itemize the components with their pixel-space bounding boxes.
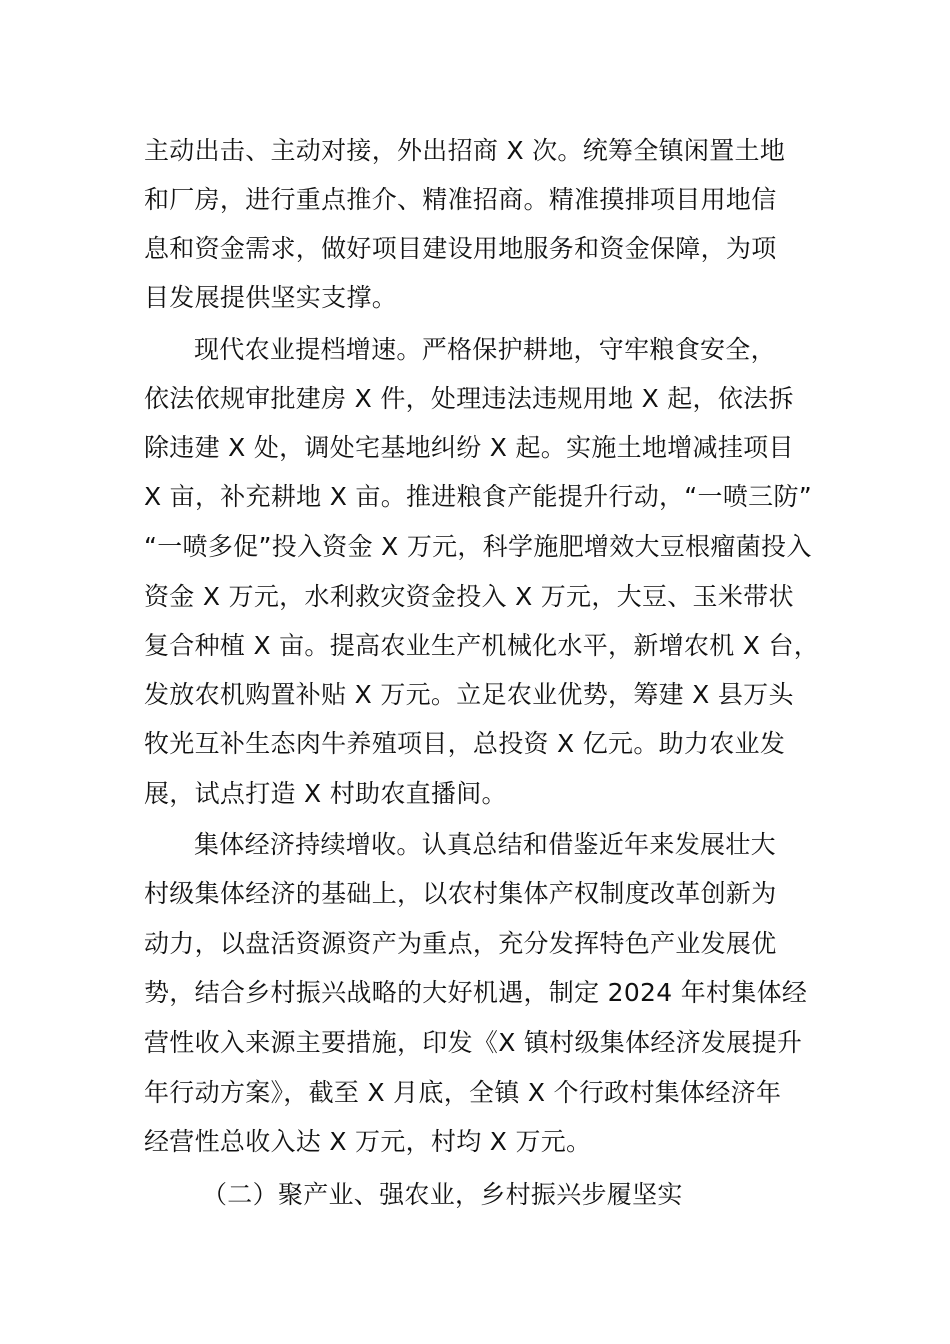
paragraph-3-line-5: 营性收入来源主要措施，印发《X 镇村级集体经济发展提升	[144, 1028, 803, 1057]
paragraph-2-line-9: 牧光互补生态肉牛养殖项目，总投资 X 亿元。助力农业发	[144, 729, 786, 758]
paragraph-2-line-1: 现代农业提档增速。严格保护耕地，守牢粮食安全，	[194, 335, 776, 364]
paragraph-3-line-6: 年行动方案》，截至 X 月底，全镇 X 个行政村集体经济年	[144, 1078, 782, 1107]
paragraph-2-line-2: 依法依规审批建房 X 件，处理违法违规用地 X 起，依法拆	[144, 384, 794, 413]
section-heading: （二）聚产业、强农业，乡村振兴步履坚实	[202, 1180, 683, 1209]
paragraph-2-line-10: 展，试点打造 X 村助农直播间。	[144, 779, 507, 808]
paragraph-3-line-7: 经营性总收入达 X 万元，村均 X 万元。	[144, 1127, 592, 1156]
paragraph-3-line-1: 集体经济持续增收。认真总结和借鉴近年来发展壮大	[194, 830, 776, 859]
paragraph-1-line-4: 目发展提供坚实支撑。	[144, 283, 398, 312]
paragraph-2-line-5: “一喷多促”投入资金 X 万元，科学施肥增效大豆根瘤菌投入	[144, 532, 812, 561]
paragraph-3-line-2: 村级集体经济的基础上，以农村集体产权制度改革创新为	[144, 879, 777, 908]
paragraph-3-line-3: 动力，以盘活资源资产为重点，充分发挥特色产业发展优	[144, 929, 777, 958]
paragraph-2-line-8: 发放农机购置补贴 X 万元。立足农业优势，筹建 X 县万头	[144, 680, 794, 709]
paragraph-1-line-3: 息和资金需求，做好项目建设用地服务和资金保障，为项	[144, 234, 777, 263]
paragraph-2-line-6: 资金 X 万元，水利救灾资金投入 X 万元，大豆、玉米带状	[144, 582, 794, 611]
paragraph-1-line-1: 主动出击、主动对接，外出招商 X 次。统筹全镇闲置土地	[144, 136, 786, 165]
paragraph-2-line-4: X 亩，补充耕地 X 亩。推进粮食产能提升行动，“一喷三防”	[144, 482, 812, 511]
paragraph-3-line-4: 势，结合乡村振兴战略的大好机遇，制定 2024 年村集体经	[144, 978, 808, 1007]
paragraph-2-line-3: 除违建 X 处，调处宅基地纠纷 X 起。实施土地增减挂项目	[144, 433, 794, 462]
paragraph-1-line-2: 和厂房，进行重点推介、精准招商。精准摸排项目用地信	[144, 185, 777, 214]
paragraph-2-line-7: 复合种植 X 亩。提高农业生产机械化水平，新增农机 X 台，	[144, 631, 820, 660]
